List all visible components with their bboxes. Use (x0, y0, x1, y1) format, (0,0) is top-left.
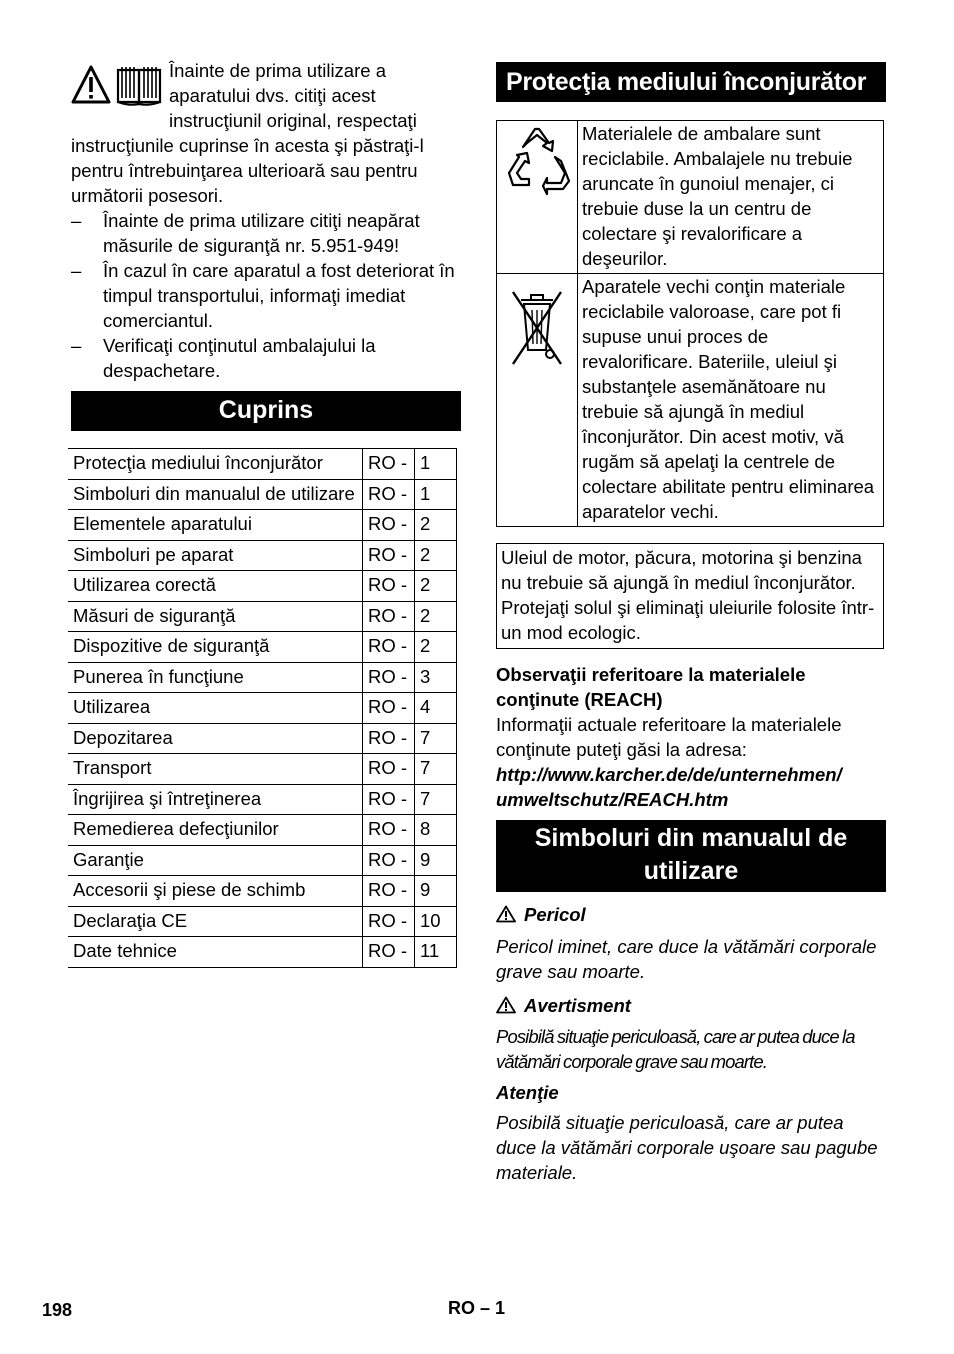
table-row (68, 601, 457, 632)
table-row (68, 754, 457, 785)
toc-entry-page: 9 (415, 845, 457, 876)
list-item: – Verificaţi conţinutul ambalajului la despachetare. (71, 333, 461, 383)
toc-entry-label: Măsuri de siguranţă (68, 601, 363, 632)
footer-section (448, 1296, 505, 1321)
reach-text: Informaţii actuale referitoare la materialele conţinute puteţi găsi la adresa: (496, 714, 842, 760)
toc-entry-page: 7 (415, 784, 457, 815)
toc-entry-label: Îngrijirea şi întreţinerea (68, 784, 363, 815)
toc-entry-label: Transport (68, 754, 363, 785)
table-row (68, 906, 457, 937)
toc-entry-page: 8 (415, 815, 457, 846)
toc-entry-label: Garanţie (68, 845, 363, 876)
toc-entry-page: 2 (415, 601, 457, 632)
toc-entry-prefix: RO - (363, 510, 415, 541)
toc-entry-label: Simboluri pe aparat (68, 540, 363, 571)
toc-entry-prefix: RO - (363, 784, 415, 815)
toc-entry-page: 9 (415, 876, 457, 907)
table-row (68, 876, 457, 907)
caution-text: Posibilă situaţie periculoasă, care ar putea duce la vătămări corporale uşoare sau pagube materiale. (496, 1112, 878, 1183)
toc-entry-prefix: RO - (363, 906, 415, 937)
toc-entry-page: 4 (415, 693, 457, 724)
toc-entry-prefix: RO - (363, 540, 415, 571)
toc-entry-label: Protecţia mediului înconjurător (68, 449, 363, 480)
danger-heading (496, 902, 886, 929)
toc-entry-label: Elementele aparatului (68, 510, 363, 541)
danger-title: Pericol (524, 904, 586, 925)
table-row (68, 815, 457, 846)
toc-heading: Cuprins (71, 391, 461, 431)
table-row (68, 632, 457, 663)
warning-text: Posibilă situaţie periculoasă, care ar putea duce la vătămări corporale grave sau moarte. (496, 1026, 855, 1072)
toc-entry-page: 7 (415, 723, 457, 754)
table-row (68, 937, 457, 968)
toc-entry-label: Depozitarea (68, 723, 363, 754)
caution-title: Atenţie (496, 1082, 559, 1103)
table-row (497, 121, 884, 274)
toc-entry-prefix: RO - (363, 449, 415, 480)
crossed-bin-icon (497, 274, 577, 374)
toc-entry-label: Declaraţia CE (68, 906, 363, 937)
toc-entry-page: 3 (415, 662, 457, 693)
table-row (68, 693, 457, 724)
reach-heading: Observaţii referitoare la materialele conţinute (REACH) (496, 664, 806, 710)
recycle-cell (497, 121, 578, 274)
left-column (71, 58, 461, 968)
toc-entry-prefix: RO - (363, 937, 415, 968)
toc-entry-prefix: RO - (363, 571, 415, 602)
toc-entry-prefix: RO - (363, 845, 415, 876)
list-item: – În cazul în care aparatul a fost deteriorat în timpul transportului, informaţi imediat comerciantul. (71, 258, 461, 333)
toc-entry-page: 2 (415, 632, 457, 663)
toc-entry-prefix: RO - (363, 662, 415, 693)
toc-entry-page: 1 (415, 449, 457, 480)
warning-triangle-icon (496, 995, 516, 1020)
toc-entry-prefix: RO - (363, 693, 415, 724)
symbols-heading: Simboluri din manualul de utilizare (496, 820, 886, 892)
toc-entry-prefix: RO - (363, 479, 415, 510)
reach-link[interactable]: http://www.karcher.de/de/unternehmen/ umweltschutz/REACH.htm (496, 764, 842, 810)
weee-cell (497, 274, 578, 527)
toc-entry-prefix: RO - (363, 723, 415, 754)
warning-manual-icons (71, 64, 163, 112)
warning-heading (496, 993, 886, 1020)
environment-heading: Protecţia mediului înconjurător (496, 62, 886, 102)
right-column (496, 62, 886, 1185)
toc-entry-label: Remedierea defecţiunilor (68, 815, 363, 846)
toc-entry-page: 7 (415, 754, 457, 785)
toc-entry-page: 2 (415, 571, 457, 602)
toc-entry-prefix: RO - (363, 876, 415, 907)
table-row (68, 723, 457, 754)
toc-entry-page: 1 (415, 479, 457, 510)
toc-entry-label: Accesorii şi piese de schimb (68, 876, 363, 907)
toc-entry-label: Utilizarea (68, 693, 363, 724)
toc-entry-page: 10 (415, 906, 457, 937)
toc-entry-label: Utilizarea corectă (68, 571, 363, 602)
table-row (497, 274, 884, 527)
toc-entry-page: 2 (415, 540, 457, 571)
environment-table (496, 120, 884, 527)
toc-entry-label: Simboluri din manualul de utilizare (68, 479, 363, 510)
toc-entry-label: Date tehnice (68, 937, 363, 968)
toc-entry-label: Dispozitive de siguranţă (68, 632, 363, 663)
table-row (68, 540, 457, 571)
danger-text: Pericol iminet, care duce la vătămări corporale grave sau moarte. (496, 936, 877, 982)
toc-entry-label: Punerea în funcţiune (68, 662, 363, 693)
toc-entry-prefix: RO - (363, 601, 415, 632)
toc-entry-prefix: RO - (363, 754, 415, 785)
toc-entry-prefix: RO - (363, 815, 415, 846)
page-number: 198 (42, 1300, 73, 1320)
intro-section (71, 58, 461, 383)
table-row (68, 510, 457, 541)
intro-paragraph: Înainte de prima utilizare a aparatului dvs. citiţi acest instrucţiunil original, respectaţi instrucţiunile cuprinse în acesta şi păstraţi-l pentru întrebuinţarea ulterioară sau pentru următorii posesori. (71, 60, 424, 206)
warning-title: Avertisment (524, 995, 631, 1016)
table-row (68, 662, 457, 693)
table-row (68, 845, 457, 876)
table-row (68, 479, 457, 510)
toc-entry-page: 11 (415, 937, 457, 968)
recycle-icon (497, 121, 577, 231)
danger-triangle-icon (496, 904, 516, 929)
table-row (68, 784, 457, 815)
list-item: – Înainte de prima utilizare citiţi neapărat măsurile de siguranţă nr. 5.951-949! (71, 208, 461, 258)
footer-section-page: – 1 (480, 1298, 506, 1318)
oil-notice: Uleiul de motor, păcura, motorina şi benzina nu trebuie să ajungă în mediul înconjurător. Protejaţi solul şi eliminaţi uleiurile folosite într-un mod ecologic. (496, 543, 884, 649)
table-row (68, 571, 457, 602)
table-row (68, 449, 457, 480)
toc-entry-prefix: RO - (363, 632, 415, 663)
intro-list (71, 208, 461, 383)
weee-text: Aparatele vechi conţin materiale reciclabile valoroase, care pot fi supuse unui proces de revalorificare. Bateriile, uleiul şi substanţele asemănătoare nu trebuie să ajungă în mediul înconjurător. Din acest motiv, vă rugăm să apelaţi la centrele de colectare abilitate pentru eliminarea aparatelor vechi. (578, 274, 884, 527)
warning-triangle-book-icon (71, 64, 163, 108)
recycle-text: Materialele de ambalare sunt reciclabile. Ambalajele nu trebuie aruncate în gunoiul menajer, ci trebuie duse la un centru de colectare şi revalorificare a deşeurilor. (578, 121, 884, 274)
footer-section-label: RO (448, 1298, 475, 1318)
toc-table (68, 448, 457, 968)
toc-entry-page: 2 (415, 510, 457, 541)
